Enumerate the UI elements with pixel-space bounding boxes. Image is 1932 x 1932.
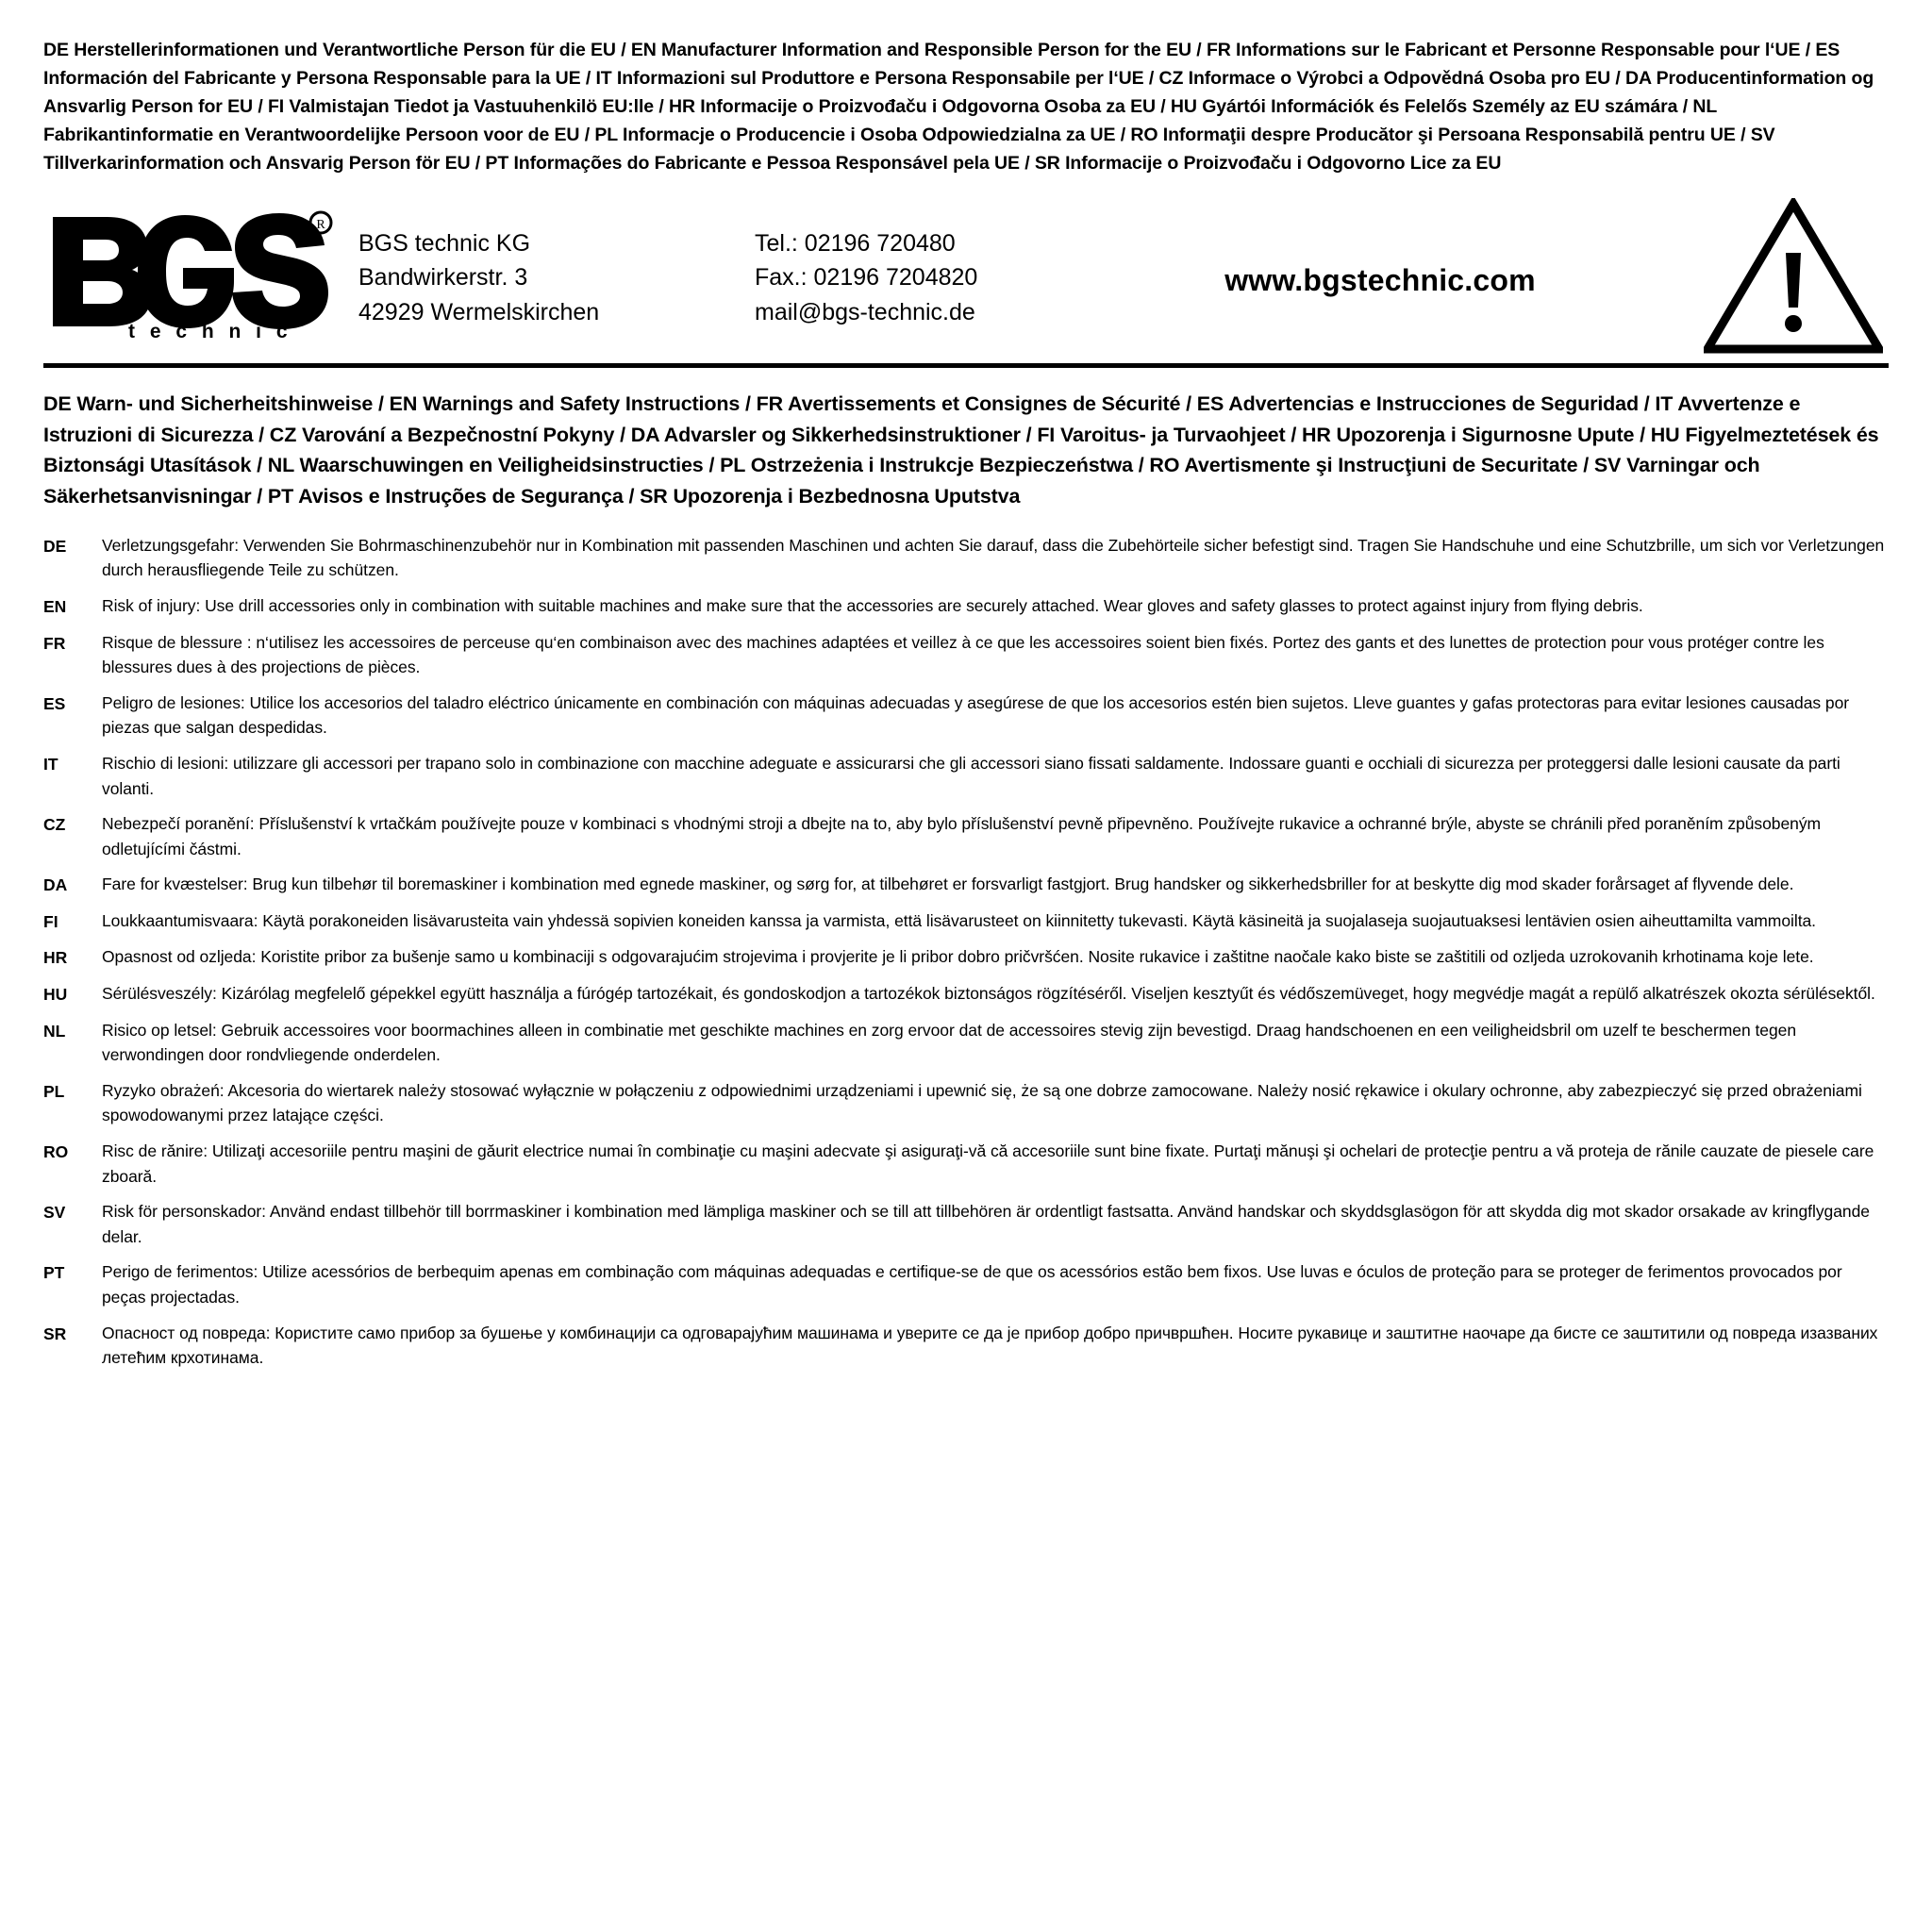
svg-text:R: R <box>316 217 325 232</box>
language-text: Опасност од повреда: Користите само прибор за бушење у комбинацији са одговарајућим машинама и уверите се да је прибор добро причвршћен. Носите рукавице и заштитне наочаре да бисте се заштитили од повреда изазваних летећим крхотинама. <box>102 1323 1878 1368</box>
language-text: Peligro de lesiones: Utilice los accesorios del taladro eléctrico únicamente en combinación con máquinas adecuadas y asegúrese de que los accesorios estén bien sujetos. Lleve guantes y gafas protectoras para evitar lesiones causadas por piezas que salgan despedidas. <box>102 692 1850 738</box>
language-text: Rischio di lesioni: utilizzare gli accessori per trapano solo in combinazione con macchine adeguate e assicurarsi che gli accessori siano fissati saldamente. Indossare guanti e occhiali di sicurezza per proteggersi dalle lesioni causate da parti volanti. <box>102 753 1840 798</box>
website-url[interactable]: www.bgstechnic.com <box>1224 263 1536 298</box>
company-address <box>358 223 755 329</box>
list-item <box>43 981 1889 1008</box>
list-item <box>43 1078 1889 1128</box>
language-code: IT <box>43 754 58 774</box>
list-item <box>43 593 1889 620</box>
telephone: Tel.: 02196 720480 <box>755 230 956 258</box>
address-line-2: Bandwirkerstr. 3 <box>358 264 528 291</box>
language-code: FR <box>43 633 66 653</box>
language-code: FI <box>43 911 58 931</box>
list-item <box>43 908 1889 935</box>
company-contact <box>755 223 1066 329</box>
list-item <box>43 691 1889 741</box>
list-item <box>43 1321 1889 1371</box>
language-text: Risk of injury: Use drill accessories only in combination with suitable machines and make sure that the accessories are securely attached. Wear gloves and safety glasses to protect against injury from flying debris. <box>102 595 1643 615</box>
language-text: Risc de rănire: Utilizaţi accesoriile pentru maşini de găurit electrice numai în combinaţie cu maşini adecvate şi asiguraţi-vă că accesoriile sunt bine fixate. Purtaţi mănuşi şi ochelari de protecţie pentru a vă proteja de rănile cauzate de piesele care zboară. <box>102 1141 1874 1186</box>
list-item <box>43 533 1889 583</box>
list-item <box>43 1259 1889 1309</box>
language-text: Risque de blessure : n‘utilisez les accessoires de perceuse qu‘en combinaison avec des machines adaptées et veillez à ce que les accessoires soient bien fixés. Portez des gants et des lunettes de protection pour vous protéger contre les blessures dues à des projections de pièces. <box>102 632 1824 677</box>
address-line-1: BGS technic KG <box>358 230 531 258</box>
fax: Fax.: 02196 7204820 <box>755 264 978 291</box>
language-text: Ryzyko obrażeń: Akcesoria do wiertarek należy stosować wyłącznie w połączeniu z odpowiednimi urządzeniami i upewnić się, że są one dobrze zamocowane. Należy nosić rękawice i okulary ochronne, aby zabezpieczyć się przed obrażeniami spowodowanymi przez latające części. <box>102 1080 1862 1125</box>
language-code: CZ <box>43 815 66 835</box>
warnings-list <box>43 533 1889 1371</box>
language-text: Sérülésveszély: Kizárólag megfelelő gépekkel együtt használja a fúrógép tartozékait, és gondoskodjon a tartozékok biztonságos rögzítéséről. Viseljen kesztyűt és védőszemüveget, hogy megvédje magát a repülő alkatrészek okozta sérülésektől. <box>102 984 1875 1004</box>
language-code: RO <box>43 1142 69 1162</box>
list-item <box>43 872 1889 898</box>
list-item <box>43 944 1889 971</box>
language-code: HU <box>43 985 68 1005</box>
language-text: Risk för personskador: Använd endast tillbehör till borrmaskiner i kombination med lämpliga maskiner och se till att tillbehören är ordentligt fastsatta. Använd handskar och skyddsglasögon för att skydda dig mot skador orsakade av kringflygande delar. <box>102 1202 1870 1246</box>
list-item <box>43 1018 1889 1068</box>
language-text: Perigo de ferimentos: Utilize acessórios de berbequim apenas em combinação com máquinas adequadas e certifique-se de que os acessórios estão bem fixos. Use luvas e óculos de proteção para se proteger de ferimentos provocados por peças projectadas. <box>102 1262 1842 1307</box>
warnings-heading: DE Warn- und Sicherheitshinweise / EN Warnings and Safety Instructions / FR Avertissements et Consignes de Sécurité / ES Advertencias e Instrucciones de Seguridad / IT Avvertenze e Istruzioni di Sicurezza / CZ Varování a Bezpečnostní Pokyny / DA Advarsler og Sikkerhedsinstruktioner / FI Varoitus- ja Turvaohjeet / HR Upozorenja i Sigurnosne Upute / HU Figyelmeztetések és Biztonsági Utasítások / NL Waarschuwingen en Veiligheidsinstructies / PL Ostrzeżenia i Instrukcje Bezpieczeństwa / RO Avertismente şi Instrucţiuni de Securitate / SV Varningar och Säkerhetsanvisningar / PT Avisos e Instruções de Segurança / SR Upozorenja i Bezbednosna Uputstva <box>43 392 1879 508</box>
language-text: Fare for kvæstelser: Brug kun tilbehør til boremaskiner i kombination med egnede maskiner, og sørg for, at tilbehøret er forsvarligt fastgjort. Brug handsker og sikkerhedsbriller for at beskytte dig mod skader forårsaget af flyvende dele. <box>102 874 1794 894</box>
language-text: Nebezpečí poranění: Příslušenství k vrtačkám používejte pouze v kombinaci s vhodnými stroji a dbejte na to, aby bylo příslušenství pevně připevněno. Používejte rukavice a ochranné brýle, abyste se chránili před poraněním způsobeným odletujícími částmi. <box>102 814 1822 858</box>
email-address[interactable]: mail@bgs-technic.de <box>755 298 975 325</box>
language-code: SR <box>43 1324 67 1343</box>
language-code: ES <box>43 693 66 713</box>
address-line-3: 42929 Wermelskirchen <box>358 298 600 325</box>
language-code: EN <box>43 596 67 616</box>
language-code: PT <box>43 1263 65 1283</box>
language-text: Risico op letsel: Gebruik accessoires voor boormachines alleen in combinatie met geschikte machines en zorg ervoor dat de accessoires stevig zijn bevestigd. Draag handschoenen en een veiligheidsbril om uzelf te beschermen tegen verwondingen door rondvliegende onderdelen. <box>102 1020 1797 1065</box>
language-code: DE <box>43 536 67 556</box>
language-code: NL <box>43 1021 66 1041</box>
language-code: SV <box>43 1203 66 1223</box>
warning-triangle-icon <box>1694 198 1889 354</box>
list-item <box>43 1199 1889 1249</box>
list-item <box>43 751 1889 801</box>
bgs-logo <box>43 209 358 343</box>
language-text: Opasnost od ozljeda: Koristite pribor za bušenje samo u kombinaciji s odgovarajućim strojevima i provjerite je li pribor dobro pričvršćen. Nosite rukavice i zaštitne naočale kako biste se zaštitili od ozljeda uzrokovanih krhotinama koje lete. <box>102 947 1814 967</box>
list-item <box>43 1139 1889 1189</box>
list-item <box>43 630 1889 680</box>
language-code: DA <box>43 875 68 895</box>
manufacturer-info-heading: DE Herstellerinformationen und Verantwortliche Person für die EU / EN Manufacturer Information and Responsible Person for the EU / FR Informations sur le Fabricant et Personne Responsable pour l‘UE / ES Información del Fabricante y Persona Responsable para la UE / IT Informazioni sul Produttore e Persona Responsabile per l‘UE / CZ Informace o Výrobci a Odpovědná Osoba pro EU / DA Producentinformation og Ansvarlig Person for EU / FI Valmistajan Tiedot ja Vastuuhenkilö EU:lle / HR Informacije o Proizvođaču i Odgovorna Osoba za EU / HU Gyártói Információk és Felelős Személy az EU számára / NL Fabrikantinformatie en Verantwoordelijke Persoon voor de EU / PL Informacje o Producencie i Osoba Odpowiedzialna za UE / RO Informaţii despre Producător şi Persoana Responsabilă pentru UE / SV Tillverkarinformation och Ansvarig Person för EU / PT Informações do Fabricante e Pessoa Responsável pela UE / SR Informacije o Proizvođaču i Odgovorno Lice za EU <box>43 40 1874 175</box>
list-item <box>43 811 1889 861</box>
language-code: HR <box>43 948 68 968</box>
company-info-block <box>43 192 1889 368</box>
language-code: PL <box>43 1081 65 1101</box>
language-text: Verletzungsgefahr: Verwenden Sie Bohrmaschinenzubehör nur in Kombination mit passenden Maschinen und achten Sie darauf, dass die Zubehörteile sicher befestigt sind. Tragen Sie Handschuhe und eine Schutzbrille, um sich vor Verletzungen durch herausfliegende Teile zu schützen. <box>102 535 1885 580</box>
language-text: Loukkaantumisvaara: Käytä porakoneiden lisävarusteita vain yhdessä sopivien koneiden kanssa ja varmista, että lisävarusteet on kiinnitetty tukevasti. Käytä käsineitä ja suojalaseja suojautuaksesi lentävien osien aiheuttamilta vammoilta. <box>102 910 1816 930</box>
bgs-logo-subtext: t e c h n i c <box>128 320 292 342</box>
